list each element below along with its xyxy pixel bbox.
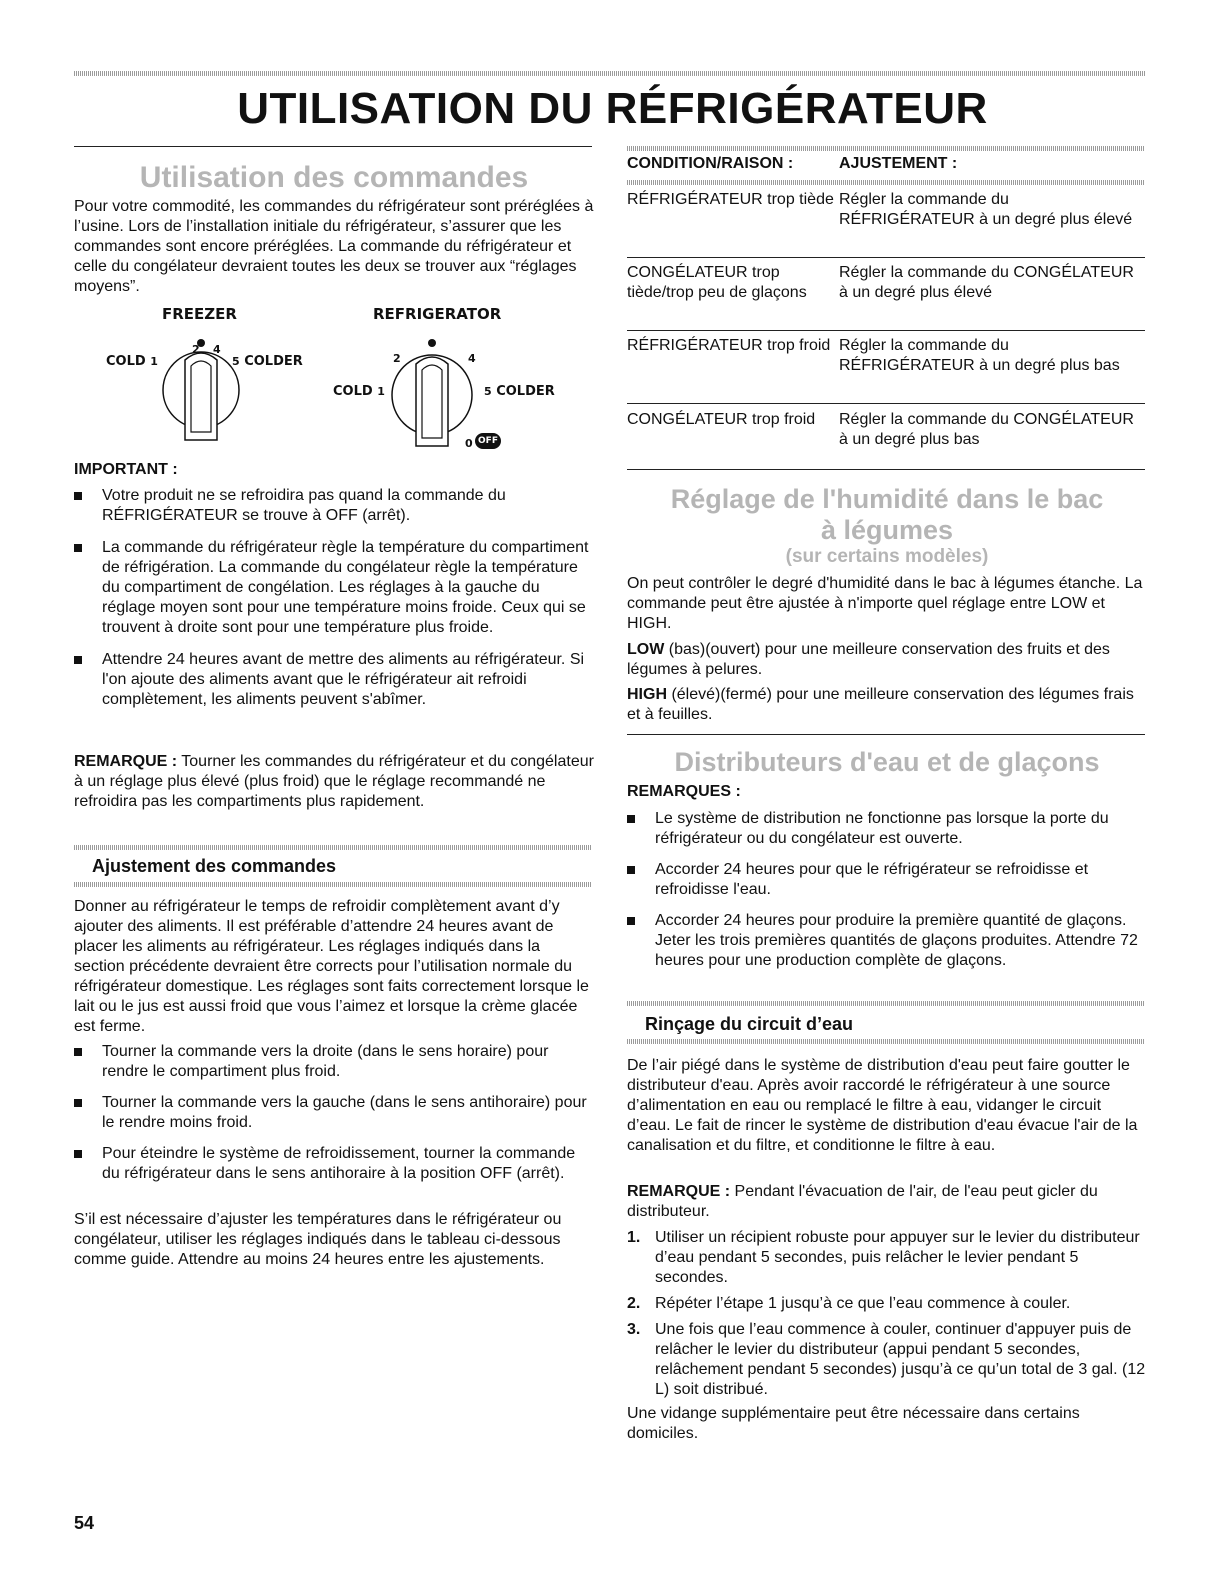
humidity-high: HIGH (élevé)(fermé) pour une meilleure conservation des légumes frais et à feuilles. [627, 686, 1134, 723]
rinse-remark: REMARQUE : Pendant l'évacuation de l'air, de l'eau peut gicler du distributeur. [627, 1183, 1098, 1220]
list-item: 2. Répéter l’étape 1 jusqu’à ce que l’eau commence à couler. [627, 1295, 1071, 1312]
list-item: 3. Une fois que l’eau commence à couler, continuer d'appuyer puis de relâcher le levier du distributeur (appui pendant 5 secondes, relâchement pendant 5 secondes) jusqu’à ce qu’un total de 3 gal. (12 L) soit distribué. [627, 1321, 1146, 1398]
table-row [627, 263, 1145, 303]
important-list [74, 486, 594, 710]
refrigerator-tick-4: 4 [468, 352, 476, 365]
table-cell-adjustment: Régler la commande du CONGÉLATEUR à un degré plus bas [839, 411, 1134, 448]
section-rule [627, 469, 1145, 470]
table-row [627, 410, 1145, 450]
table-cell-adjustment: Régler la commande du RÉFRIGÉRATEUR à un degré plus élevé [839, 191, 1133, 228]
list-item: Tourner la commande vers la droite (dans le sens horaire) pour rendre le compartiment plus froid. [74, 1042, 594, 1082]
list-item: Accorder 24 heures pour produire la première quantité de glaçons. Jeter les trois premières quantités de glaçons produites. Attendre 72 heures pour une production complète de glaçons. [627, 911, 1147, 971]
table-row [627, 336, 1145, 376]
rinse-outro: Une vidange supplémentaire peut être nécessaire dans certains domiciles. [627, 1405, 1080, 1442]
list-item: Attendre 24 heures avant de mettre des aliments au réfrigérateur. Si l'on ajoute des aliments avant que le réfrigérateur ait refroidi complètement, les aliments peuvent s'abîmer. [74, 650, 594, 710]
table-cell-adjustment: Régler la commande du RÉFRIGÉRATEUR à un degré plus bas [839, 337, 1120, 374]
table-cell-condition: RÉFRIGÉRATEUR trop froid [627, 337, 831, 354]
freezer-cold-label: COLD 1 [106, 354, 158, 369]
rinse-intro: De l’air piégé dans le système de distribution d'eau peut faire goutter le distributeur d'eau. Après avoir raccordé le réfrigérateur à une source d’alimentation en eau ou remplacé le filtre à eau, vidanger le circuit d’eau. Le fait de rincer le système de distribution d'eau évacue l'air de la canalisation et du filtre, et conditionne le filtre à eau. [627, 1057, 1138, 1154]
rinse-rule-bottom [627, 1039, 1145, 1044]
remarks-label: REMARQUES : [627, 783, 741, 800]
rinse-heading: Rinçage du circuit d’eau [645, 1014, 854, 1034]
controls-heading: Utilisation des commandes [139, 161, 529, 194]
humidity-intro: On peut contrôler le degré d'humidité dans le bac à légumes étanche. La commande peut être ajustée à n'importe quel réglage entre LOW et HIGH. [627, 575, 1143, 632]
adjust-intro: Donner au réfrigérateur le temps de refroidir complètement avant d’y ajouter des aliments. Il est préférable d’attendre 24 heures avant de placer les aliments au réfrigérateur. Les réglages indiqués dans la section précédente devraient être corrects pour l’utilisation normale du réfrigérateur domestique. Les réglages sont faits correctement lorsque le lait ou le jus est aussi froid que vous l’aimez et lorsque la crème glacée est ferme. [74, 898, 589, 1035]
table-row-divider [627, 330, 1145, 331]
table-cell-condition: RÉFRIGÉRATEUR trop tiède [627, 191, 834, 208]
refrigerator-tick-0: 0 [465, 437, 473, 450]
refrigerator-label: REFRIGERATOR [373, 305, 502, 323]
top-rule [74, 71, 1146, 76]
dispenser-heading: Distributeurs d'eau et de glaçons [674, 747, 1100, 777]
rinse-steps [627, 1228, 1147, 1400]
important-label: IMPORTANT : [74, 461, 178, 478]
controls-intro: Pour votre commodité, les commandes du réfrigérateur sont préréglées à l’usine. Lors de l’installation initiale du réfrigérateur, s’assurer que les commandes sont encore préréglées. La commande du réfrigérateur et celle du congélateur devraient toutes les deux se trouver aux “réglages moyens”. [74, 198, 594, 295]
freezer-colder-label: 5 COLDER [232, 354, 303, 369]
adjust-list [74, 1042, 594, 1184]
list-item: Accorder 24 heures pour que le réfrigérateur se refroidisse et refroidisse l'eau. [627, 860, 1147, 900]
adjust-outro: S’il est nécessaire d’ajuster les températures dans le réfrigérateur ou congélateur, utiliser les réglages indiqués dans le tableau ci-dessous comme guide. Attendre au moins 24 heures entre les ajustements. [74, 1211, 562, 1268]
freezer-tick-2: 2 [192, 343, 200, 356]
section-rule [74, 146, 592, 147]
rinse-rule-top [627, 1001, 1145, 1006]
table-cell-condition: CONGÉLATEUR trop froid [627, 411, 816, 428]
adjust-rule-top [74, 845, 592, 850]
refrigerator-tick-2: 2 [393, 352, 401, 365]
list-item: Le système de distribution ne fonctionne pas lorsque la porte du réfrigérateur ou du congélateur est ouverte. [627, 809, 1147, 849]
table-row [627, 190, 1145, 230]
page-number: 54 [74, 1513, 95, 1533]
refrigerator-colder-label: 5 COLDER [484, 384, 555, 399]
list-item: Votre produit ne se refroidira pas quand la commande du RÉFRIGÉRATEUR se trouve à OFF (arrêt). [74, 486, 594, 526]
page-title: UTILISATION DU RÉFRIGÉRATEUR [237, 84, 988, 133]
refrigerator-cold-label: COLD 1 [333, 384, 385, 399]
table-cell-condition: CONGÉLATEUR trop tiède/trop peu de glaçons [627, 264, 807, 301]
adjust-rule-bottom [74, 882, 592, 887]
table-cell-adjustment: Régler la commande du CONGÉLATEUR à un degré plus élevé [839, 264, 1134, 301]
list-item: La commande du réfrigérateur règle la température du compartiment de réfrigération. La commande du congélateur règle la température du compartiment de congélation. Les réglages à la gauche du réglage moyen sont pour une température moins froide. Ceux qui se trouvent à droite sont pour une température plus froide. [74, 538, 594, 638]
dispenser-list [627, 809, 1147, 971]
freezer-label: FREEZER [162, 305, 237, 323]
freezer-tick-4: 4 [213, 343, 221, 356]
table-header [627, 154, 1145, 174]
table-header-adjustment: AJUSTEMENT : [839, 155, 958, 172]
table-row-divider [627, 257, 1145, 258]
adjust-table [627, 154, 1145, 174]
humidity-low: LOW (bas)(ouvert) pour une meilleure conservation des fruits et des légumes à pelures. [627, 641, 1110, 678]
table-header-condition: CONDITION/RAISON : [627, 155, 794, 172]
list-item: Tourner la commande vers la gauche (dans le sens antihoraire) pour le rendre moins froid. [74, 1093, 594, 1133]
table-rule-top [627, 146, 1145, 151]
table-row-divider [627, 403, 1145, 404]
list-item: 1. Utiliser un récipient robuste pour appuyer sur le levier du distributeur d’eau pendant 5 secondes, puis relâcher le levier pendant 5 secondes. [627, 1229, 1140, 1286]
section-rule [627, 734, 1145, 735]
adjust-heading: Ajustement des commandes [92, 856, 337, 876]
off-badge: OFF [475, 433, 501, 449]
list-item: Pour éteindre le système de refroidissement, tourner la commande du réfrigérateur dans le sens antihoraire à la position OFF (arrêt). [74, 1144, 594, 1184]
table-rule-header [627, 180, 1145, 185]
humidity-heading: Réglage de l'humidité dans le bac à légumes [670, 484, 1104, 545]
controls-remark: REMARQUE : Tourner les commandes du réfrigérateur et du congélateur à un réglage plus élevé (plus froid) que le réglage recommandé ne refroidira pas les compartiments plus rapidement. [74, 753, 594, 810]
humidity-subheading: (sur certains modèles) [785, 546, 989, 567]
